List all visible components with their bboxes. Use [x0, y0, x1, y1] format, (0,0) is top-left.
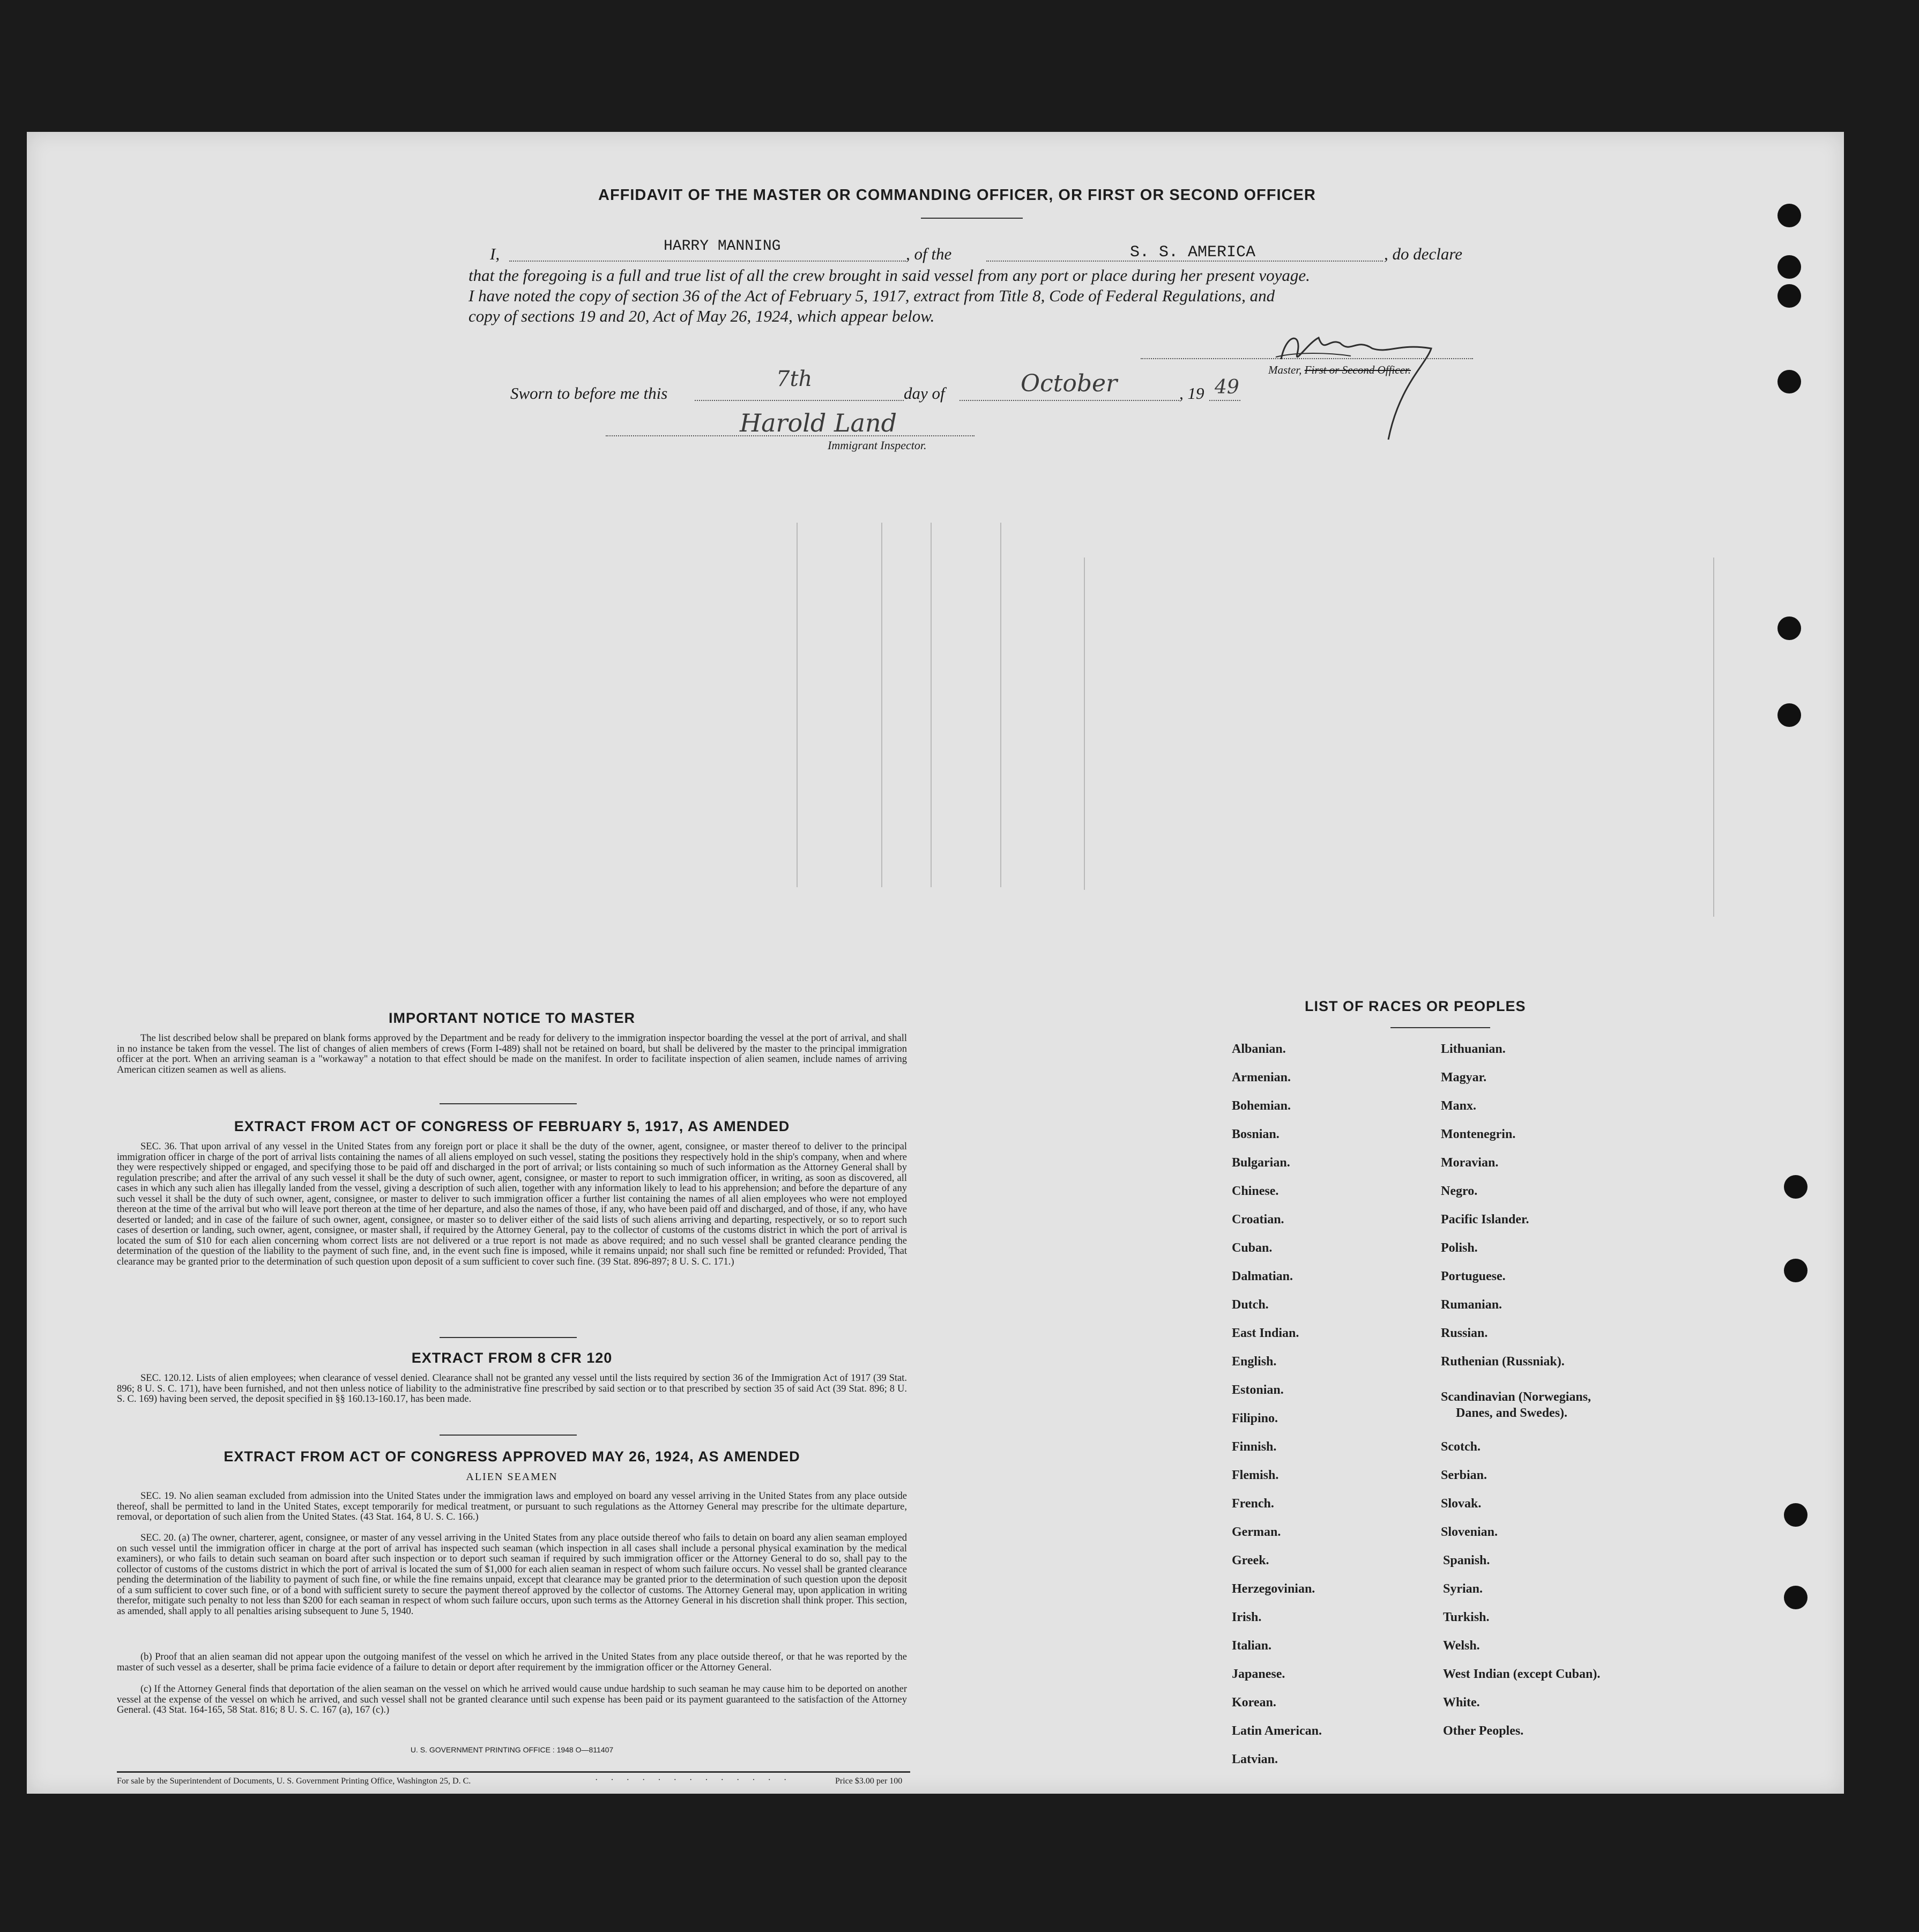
extract-1924-heading: EXTRACT FROM ACT OF CONGRESS APPROVED MAY 26, 1924, AS AMENDED: [224, 1448, 800, 1465]
footer-rule: [117, 1771, 910, 1773]
alien-seamen-subheading: ALIEN SEAMEN: [466, 1471, 558, 1483]
vessel-name: S. S. AMERICA: [1130, 243, 1256, 262]
punch-hole: [1784, 1586, 1808, 1609]
race-item: Magyar.: [1441, 1071, 1487, 1084]
races-heading: LIST OF RACES OR PEOPLES: [1305, 998, 1526, 1014]
race-item: Montenegrin.: [1441, 1127, 1516, 1141]
punch-hole: [1777, 284, 1801, 308]
race-item: Finnish.: [1232, 1440, 1277, 1454]
race-item: Irish.: [1232, 1610, 1262, 1624]
sec-20c-text: (c) If the Attorney General finds that deportation of the alien seaman on the vessel on which he arrived would cause undue hardship to such seaman he may cause him to be deported on another vessel at the expense of the vessel on which he arrived, and such vessel shall not be granted clearance until such expense has been paid or its payment guaranteed to the satisfaction of the Attorney General. (43 Stat. 164-165, 58 Stat. 816; 8 U. S. C. 167 (a), 167 (c).): [117, 1684, 907, 1715]
race-item: White.: [1443, 1696, 1480, 1710]
race-item: Pacific Islander.: [1441, 1213, 1529, 1227]
punch-hole: [1777, 703, 1801, 727]
race-item: French.: [1232, 1497, 1274, 1511]
inspector-signature: Harold Land: [740, 408, 897, 437]
punch-hole: [1784, 1175, 1808, 1199]
of-the-label: , of the: [906, 244, 952, 263]
race-item: Latvian.: [1232, 1752, 1278, 1766]
race-item: Turkish.: [1443, 1610, 1490, 1624]
race-item: Spanish.: [1443, 1554, 1490, 1567]
punch-hole: [1777, 255, 1801, 279]
race-item: Latin American.: [1232, 1724, 1322, 1738]
extract-cfr-text: SEC. 120.12. Lists of alien employees; when clearance of vessel denied. Clearance shall not be granted any vessel until the lists required by section 36 of the Immigration Act of 1917 (39 Stat. 896; 8 U. S. C. 171), have been furnished, and not then unless notice of liability to the administrative fine prescribed by said section or to that prescribed by section 35 of said Act (39 Stat. 896; 8 U. S. C. 169) having been served, the deposit specified in §§ 160.13-160.17, has been made.: [117, 1373, 907, 1405]
race-item: Filipino.: [1232, 1411, 1278, 1425]
do-declare-label: , do declare: [1384, 244, 1463, 263]
race-item: Syrian.: [1443, 1582, 1483, 1596]
sec-20a-text: SEC. 20. (a) The owner, charterer, agent, consignee, or master of any vessel arriving in the United States from any place outside thereof who fails to detain on board any alien seaman employed on such vessel until the immigration officer in charge at the port of arrival has inspected such seaman (which inspection in all cases shall include a personal physical examination by the medical examiners), or who fails to detain such seaman on board after such inspection or to deport such seaman if required by such immigration officer or the Attorney General to do so, shall pay to the collector of customs of the customs district in which the port of arrival is located the sum of $1,000 for each alien seaman in respect of whom such failure occurs. No vessel shall be granted clearance pending the determination of the liability to payment of such fine, or while the fine remains unpaid, except that clearance may be granted prior to the determination of such question upon the deposit of a sum sufficient to cover such fine, or of a bond with sufficient surety to secure the payment thereof approved by the collector of customs. The Attorney General may, upon application in writing therefor, mitigate such penalty to not less than $200 for each seaman in respect of whom such failure occurs, upon such terms as the Attorney General in his discretion shall think proper. This section, as amended, shall apply to all penalties arising subsequent to June 5, 1940.: [117, 1533, 907, 1617]
ruling-line: [931, 523, 932, 887]
ruling-line: [797, 523, 798, 887]
race-item: Scotch.: [1441, 1440, 1481, 1454]
race-item: Flemish.: [1232, 1468, 1279, 1482]
gpo-imprint: U. S. GOVERNMENT PRINTING OFFICE : 1948 O—811407: [410, 1745, 614, 1754]
master-name: HARRY MANNING: [664, 238, 781, 255]
race-item: Polish.: [1441, 1241, 1478, 1255]
race-item: Italian.: [1232, 1639, 1272, 1653]
extract-cfr-heading: EXTRACT FROM 8 CFR 120: [411, 1350, 613, 1366]
race-item: Bulgarian.: [1232, 1156, 1290, 1170]
race-item: Bohemian.: [1232, 1099, 1291, 1113]
struck-caption-text: First or Second Officer.: [1304, 363, 1411, 376]
race-item: Japanese.: [1232, 1667, 1285, 1681]
year-value: 49: [1215, 376, 1239, 398]
ruling-line: [1713, 558, 1714, 917]
i-label: I,: [490, 244, 500, 263]
race-item: Russian.: [1441, 1326, 1488, 1340]
race-item: Manx.: [1441, 1099, 1476, 1113]
race-item: Dalmatian.: [1232, 1269, 1293, 1283]
race-item: Herzegovinian.: [1232, 1582, 1315, 1596]
race-item: Scandinavian (Norwegians,: [1441, 1390, 1591, 1404]
master-signature: [1265, 322, 1447, 450]
affidavit-title: AFFIDAVIT OF THE MASTER OR COMMANDING OFFICER, OR FIRST OR SECOND OFFICER: [598, 187, 1316, 204]
affidavit-line-3: I have noted the copy of section 36 of the Act of February 5, 1917, extract from Title 8, Code of Federal Regulations, and: [468, 286, 1275, 305]
race-item: Portuguese.: [1441, 1269, 1506, 1283]
punch-hole: [1784, 1503, 1808, 1527]
punch-hole: [1777, 616, 1801, 640]
race-item: Slovak.: [1441, 1497, 1482, 1511]
affidavit-line-2: that the foregoing is a full and true list of all the crew brought in said vessel from any port or place during her present voyage.: [468, 266, 1310, 285]
punch-hole: [1784, 1259, 1808, 1282]
race-item: Negro.: [1441, 1184, 1478, 1198]
sec-20b-text: (b) Proof that an alien seaman did not appear upon the outgoing manifest of the vessel on which he arrived in the United States from any place outside thereof, or that he was reported by the master of such vessel as a deserter, shall be prima facie evidence of a failure to detain or deport after requirement by the immigration officer or the Attorney General.: [117, 1652, 907, 1673]
section-rule: [440, 1103, 577, 1104]
race-item: Cuban.: [1232, 1241, 1273, 1255]
ruling-line: [881, 523, 882, 887]
sworn-label: Sworn to before me this: [510, 384, 668, 403]
punch-hole: [1777, 370, 1801, 393]
footer-leader: · · · · · · · · · · · · ·: [595, 1775, 792, 1785]
race-item: Moravian.: [1441, 1156, 1499, 1170]
races-rule: [1390, 1027, 1490, 1028]
extract-1917-heading: EXTRACT FROM ACT OF CONGRESS OF FEBRUARY 5, 1917, AS AMENDED: [234, 1118, 790, 1134]
section-rule: [440, 1337, 577, 1338]
race-item: Albanian.: [1232, 1042, 1286, 1056]
race-item: Dutch.: [1232, 1298, 1269, 1312]
race-item: Bosnian.: [1232, 1127, 1280, 1141]
race-item: Estonian.: [1232, 1383, 1284, 1397]
ruling-line: [1084, 558, 1085, 890]
race-item: Lithuanian.: [1441, 1042, 1506, 1056]
master-name-line: [509, 261, 906, 262]
race-item: Ruthenian (Russniak).: [1441, 1355, 1565, 1369]
master-caption: [1268, 363, 1411, 377]
race-item: German.: [1232, 1525, 1281, 1539]
race-item: Serbian.: [1441, 1468, 1487, 1482]
day-of-label: day of: [904, 384, 945, 403]
title-rule: [921, 218, 1023, 219]
punch-hole: [1777, 204, 1801, 227]
inspector-caption: Immigrant Inspector.: [828, 439, 927, 452]
day-line: [695, 400, 904, 401]
section-rule: [440, 1435, 577, 1436]
race-item: Danes, and Swedes).: [1456, 1406, 1568, 1420]
race-item: Chinese.: [1232, 1184, 1279, 1198]
race-item: Croatian.: [1232, 1213, 1284, 1227]
year-prefix: , 19: [1179, 384, 1204, 403]
race-item: Other Peoples.: [1443, 1724, 1524, 1738]
month-value: October: [1021, 370, 1118, 397]
inspector-line: [606, 435, 975, 436]
ruling-line: [1000, 523, 1001, 887]
race-item: Rumanian.: [1441, 1298, 1503, 1312]
sec-19-text: SEC. 19. No alien seaman excluded from admission into the United States under the immigration laws and employed on board any vessel arriving in the United States from any place outside thereof, shall be permitted to land in the United States, except temporarily for medical treatment, or pursuant to such regulations as the Attorney General may prescribe for the ultimate departure, removal, or deportation of such alien from the United States. (43 Stat. 164, 8 U. S. C. 166.): [117, 1491, 907, 1522]
race-item: Korean.: [1232, 1696, 1276, 1710]
race-item: West Indian (except Cuban).: [1443, 1667, 1601, 1681]
price-text: Price $3.00 per 100: [835, 1777, 903, 1786]
month-line: [960, 400, 1179, 401]
race-item: Slovenian.: [1441, 1525, 1498, 1539]
extract-1917-text: SEC. 36. That upon arrival of any vessel in the United States from any foreign port or place it shall be the duty of the owner, agent, consignee, or master thereof to deliver to the principal immigration officer in charge of the port of arrival lists containing the names of all aliens employed on such vessel, stating the positions they respectively hold in the ship's company, when and where they were respectively shipped or engaged, and specifying those to be paid off and discharged in the port of arrival; or lists containing so much of such information as the Attorney General shall by regulation prescribe; and after the arrival of any such vessel it shall be the duty of such owner, agent, consignee, or master to report to such immigration officer, in writing, as soon as discovered, all cases in which any such alien has illegally landed from the vessel, giving a description of such alien, together with any information likely to lead to his apprehension; and before the departure of any such vessel it shall be the duty of such owner, agent, consignee, or master to deliver to such immigration officer a further list containing the names of all alien employees who were not employed thereon at the time of the arrival but who will leave port thereon at the time of her departure, and also the names of those, if any, who have been paid off and discharged, and of those, if any, who have deserted or landed; and in case of the failure of such owner, agent, consignee, or master so to deliver either of the said lists of such aliens arriving and departing, respectively, or so to report such cases of desertion or landing, such owner, agent, consignee, or master shall, if required by the Attorney General, pay to the collector of customs of the customs district in which the port of arrival is located the sum of $10 for each alien concerning whom correct lists are not delivered or a true report is not made as above required; and no such vessel shall be granted clearance pending the determination of the question of the liability to the payment of such fine, and, in the event such fine is imposed, while it remains unpaid; nor shall such fine be remitted or refunded: Provided, That clearance may be granted prior to the determination of such question upon deposit of a sum sufficient to cover such fine. (39 Stat. 896-897; 8 U. S. C. 171.): [117, 1141, 907, 1267]
race-item: Armenian.: [1232, 1071, 1291, 1084]
notice-heading: IMPORTANT NOTICE TO MASTER: [389, 1010, 635, 1026]
day-value: 7th: [776, 367, 813, 391]
sale-text: For sale by the Superintendent of Documents, U. S. Government Printing Office, Washington 25, D. C.: [117, 1777, 471, 1786]
race-item: East Indian.: [1232, 1326, 1299, 1340]
master-caption-text: Master,: [1268, 363, 1302, 376]
race-item: English.: [1232, 1355, 1277, 1369]
notice-text: The list described below shall be prepared on blank forms approved by the Department and be ready for delivery to the immigration inspector boarding the vessel at the port of arrival, and shall in no instance be taken from the vessel. The list of changes of alien members of crews (Form I-489) shall not be retained on board, but shall be delivered by the master to the principal immigration officer at the port. When an arriving seaman is a "workaway" a notation to that effect should be made on the manifest. In order to facilitate inspection of alien seamen, include names of arriving American citizen seamen as well as aliens.: [117, 1033, 907, 1075]
affidavit-line-4: copy of sections 19 and 20, Act of May 26, 1924, which appear below.: [468, 307, 935, 325]
year-line: [1209, 400, 1240, 401]
race-item: Greek.: [1232, 1554, 1269, 1567]
race-item: Welsh.: [1443, 1639, 1480, 1653]
